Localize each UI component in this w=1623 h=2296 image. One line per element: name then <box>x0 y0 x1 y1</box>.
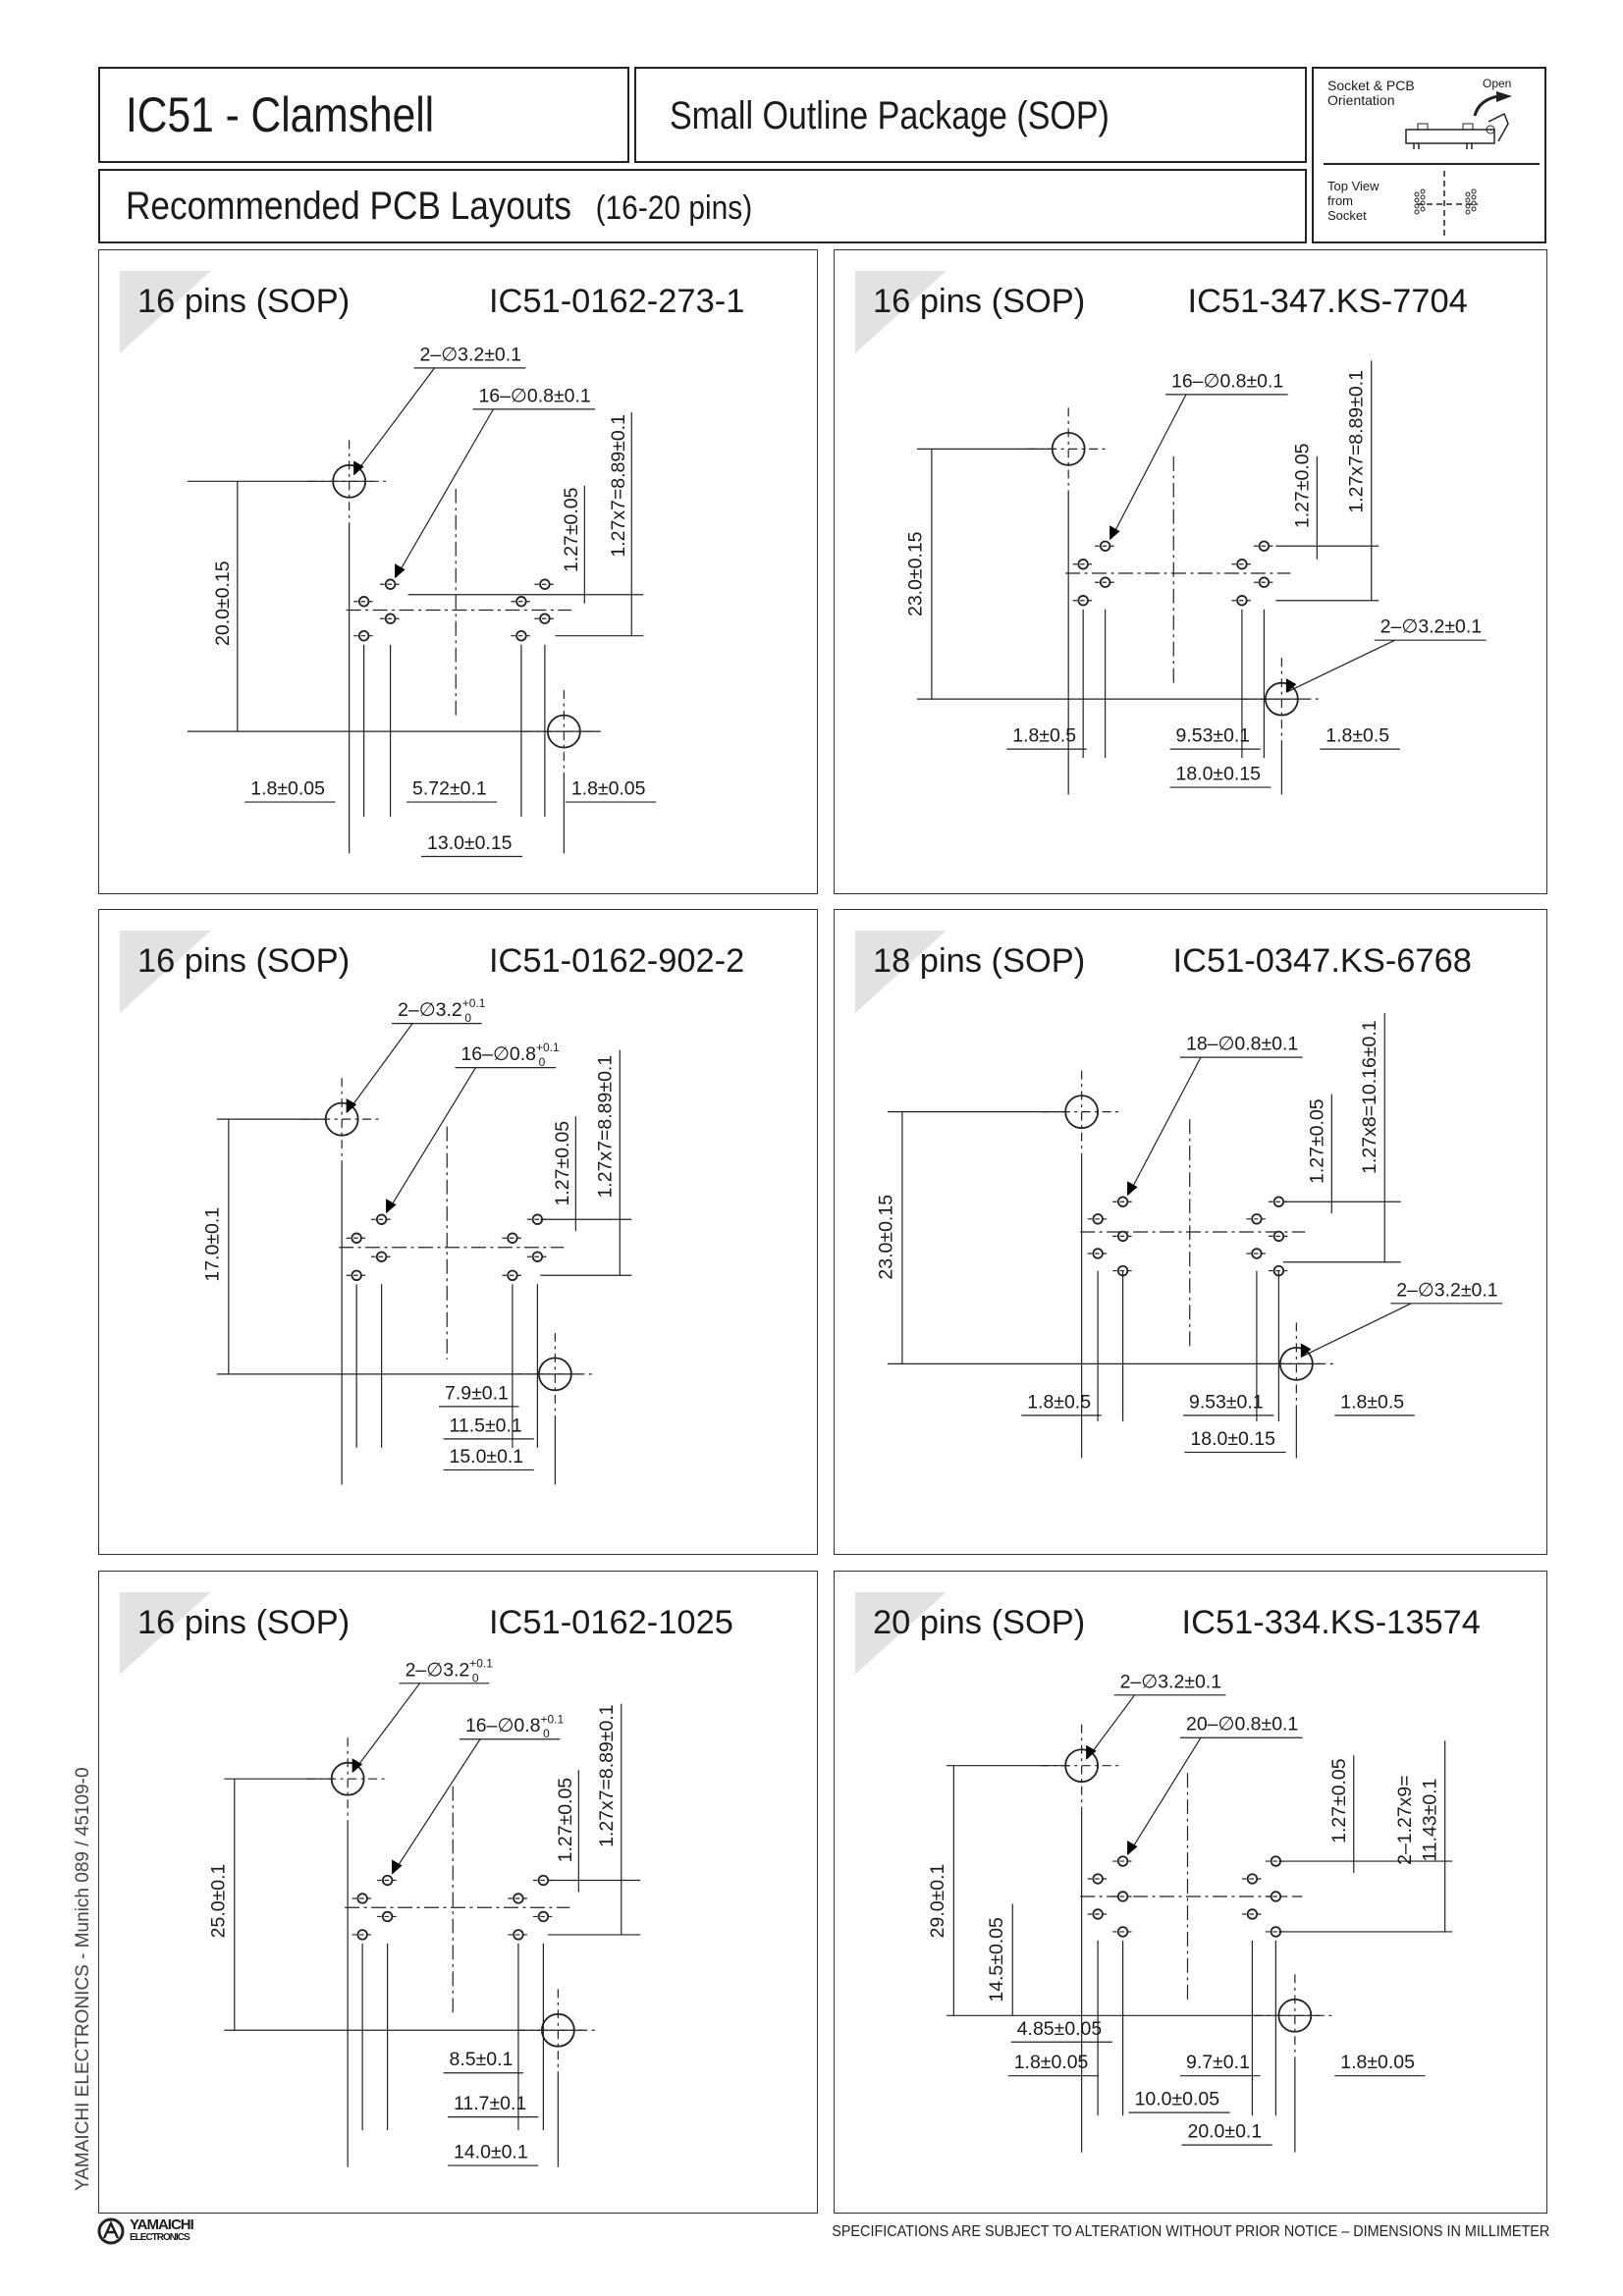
dimension-text: 1.27±0.05 <box>1306 1098 1328 1184</box>
dimension-text: 18.0±0.15 <box>1175 763 1261 785</box>
dimension-left <box>1008 2052 1099 2075</box>
dimension-text: 1.8±0.05 <box>1013 2052 1089 2074</box>
layout-panel-1 <box>98 249 818 894</box>
dimension-label <box>875 1195 896 1280</box>
dimension-height <box>207 1779 234 2030</box>
dimension-total <box>1170 764 1271 787</box>
dimension-total <box>448 2142 538 2165</box>
dimension-text: 23.0±0.15 <box>875 1194 897 1280</box>
tolerance-upper: +0.1 <box>540 1712 565 1727</box>
subtitle-box <box>98 169 1307 243</box>
tolerance-upper: +0.1 <box>461 996 486 1011</box>
dimension-span1 <box>1394 1775 1416 1864</box>
dimension-row <box>439 1382 518 1407</box>
leader-line <box>1088 1695 1135 1758</box>
top-view-line3: Socket <box>1327 208 1367 223</box>
logo-text: YAMAICHI <box>130 2216 193 2233</box>
dimension-mid <box>444 1415 534 1439</box>
dimension-total <box>1185 1428 1286 1453</box>
leader-line <box>353 1683 419 1772</box>
dimension-label <box>445 1382 509 1404</box>
dimension-mid <box>448 2093 538 2116</box>
top-view-line2: from <box>1327 193 1353 208</box>
page-title: IC51 - Clamshell <box>126 87 435 142</box>
dimension-label <box>201 1207 223 1282</box>
dimension-text: 1.27±0.05 <box>560 487 582 573</box>
arrowhead <box>1109 525 1119 540</box>
leader-line <box>355 368 435 474</box>
dimension-label <box>427 832 513 854</box>
leader-line <box>1129 1737 1201 1853</box>
top-view-line1: Top View <box>1327 179 1380 193</box>
dimension-pitch <box>1291 443 1317 559</box>
arrowhead <box>1127 1181 1137 1196</box>
dimension-label <box>465 1712 564 1740</box>
part-number: IC51-334.KS-13574 <box>1181 1603 1481 1641</box>
dimension-text: 18.0±0.15 <box>1190 1427 1275 1450</box>
dimension-label <box>478 385 590 406</box>
dimension-label <box>1380 616 1482 638</box>
pcb-layout-drawing-6 <box>835 1572 1546 2213</box>
dimension-text: 29.0±0.1 <box>926 1863 948 1939</box>
dimension-label <box>1396 1279 1497 1301</box>
footer-notice: SPECIFICATIONS ARE SUBJECT TO ALTERATION WITHOUT PRIOR NOTICE – DIMENSIONS IN MILLIMETER <box>831 2223 1549 2240</box>
dimension-text: 1.8±0.05 <box>1340 2052 1415 2074</box>
dimension-text: 20–∅0.8±0.1 <box>1186 1713 1299 1735</box>
part-number: IC51-0347.KS-6768 <box>1172 942 1472 981</box>
layout-panel-5 <box>98 1571 818 2214</box>
dimension-text: 25.0±0.1 <box>207 1863 230 1939</box>
dimension-text: 14.5±0.05 <box>985 1917 1007 2002</box>
dimension-label <box>1012 725 1076 747</box>
dimension-text: 1.8±0.5 <box>1027 1391 1092 1414</box>
dimension-label <box>450 1446 524 1468</box>
dimension-text: 15.0±0.1 <box>449 1445 524 1468</box>
orientation-box <box>1312 67 1546 243</box>
pin-range: (16-20 pins) <box>595 189 753 227</box>
dimension-label <box>986 1917 1007 2002</box>
panel-title: 16 pins (SOP) <box>136 1603 351 1641</box>
dimension-pin <box>1109 370 1288 540</box>
dimension-label <box>1340 2052 1415 2073</box>
dimension-label <box>1394 1775 1416 1864</box>
dimension-label <box>1420 1779 1441 1862</box>
tolerance-lower: 0 <box>471 1671 479 1685</box>
dimension-label <box>1346 370 1368 513</box>
dimension-text: 16–∅0.8 <box>464 1715 541 1737</box>
dimension-span <box>596 1704 622 1935</box>
dimension-text: 18–∅0.8±0.1 <box>1186 1033 1299 1055</box>
dimension-span <box>608 412 631 636</box>
dimension-pin <box>1127 1034 1303 1197</box>
dimension-left <box>1006 725 1086 749</box>
dimension-pin <box>386 1041 560 1213</box>
dimension-label <box>1027 1391 1091 1413</box>
orientation-line1: Socket & PCB <box>1327 78 1415 93</box>
package-type: Small Outline Package (SOP) <box>670 94 1109 137</box>
dimension-text: 16–∅0.8 <box>460 1043 536 1066</box>
pcb-layout-drawing-1 <box>99 250 817 893</box>
dimension-text: 5.72±0.1 <box>412 777 487 800</box>
dimension-label <box>1176 764 1262 785</box>
panel-title: 20 pins (SOP) <box>872 1603 1086 1641</box>
socket-side-icon <box>1402 86 1540 155</box>
top-view-icon <box>1407 167 1486 241</box>
dimension-text: 1.27x7=8.89±0.1 <box>594 1054 617 1199</box>
dimension-label <box>1325 725 1389 747</box>
dimension-text: 1.27x7=8.89±0.1 <box>595 1704 618 1847</box>
dimension-label <box>454 2142 528 2163</box>
dimension-label <box>450 1415 522 1436</box>
pcb-layout-drawing-2 <box>835 250 1546 893</box>
dimension-right <box>566 778 656 802</box>
leader-line <box>1302 1304 1411 1357</box>
leader-line <box>397 409 494 577</box>
dimension-text: 13.0±0.15 <box>427 832 513 855</box>
leader-line <box>388 1068 476 1212</box>
side-contact-text: YAMAICHI ELECTRONICS - Munich 089 / 45109-0 <box>73 1767 93 2191</box>
dimension-label <box>1188 2121 1263 2143</box>
dimension-label <box>1186 2052 1250 2073</box>
dimension-text: 9.53±0.1 <box>1175 724 1251 747</box>
dimension-label <box>212 561 234 646</box>
dimension-label <box>250 778 325 800</box>
dimension-height <box>875 1112 901 1364</box>
dimension-text: 2–∅3.2±0.1 <box>1380 615 1483 638</box>
top-view-label <box>1327 179 1380 223</box>
pcb-layout-drawing-3 <box>99 910 817 1554</box>
dimension-height <box>212 481 238 731</box>
part-number: IC51-0162-273-1 <box>488 282 745 320</box>
tolerance-lower: 0 <box>464 1011 472 1026</box>
dimension-label <box>571 778 646 800</box>
dimension-label <box>406 1656 494 1684</box>
leader-line <box>348 1024 412 1112</box>
leader-line <box>394 1739 480 1873</box>
dimension-text: 20.0±0.1 <box>1187 2120 1263 2143</box>
dimension-offset <box>1011 2018 1112 2042</box>
dimension-hole <box>1286 616 1487 693</box>
subtitle-text: Recommended PCB Layouts <box>126 185 571 228</box>
dimension-text: 17.0±0.1 <box>201 1206 224 1282</box>
dimension-height <box>201 1119 228 1374</box>
dimension-span <box>594 1050 620 1276</box>
dimension-total <box>1182 2121 1272 2145</box>
dimension-text: 2–∅3.2±0.1 <box>1119 1671 1222 1693</box>
dimension-label <box>1306 1098 1327 1184</box>
dimension-label <box>594 1055 616 1199</box>
dimension-text: 11.43±0.1 <box>1419 1778 1441 1862</box>
dimension-label <box>1328 1758 1350 1843</box>
dimension-text: 11.7±0.1 <box>454 2093 527 2115</box>
tolerance-upper: +0.1 <box>535 1041 560 1055</box>
layout-panel-4 <box>834 909 1547 1555</box>
dimension-text: 9.7±0.1 <box>1186 2052 1250 2074</box>
dimension-label <box>1171 370 1283 392</box>
yamaichi-logo <box>96 2216 193 2246</box>
panel-title: 16 pins (SOP) <box>136 942 351 981</box>
tolerance-lower: 0 <box>538 1055 546 1070</box>
dimension-text: 1.8±0.5 <box>1340 1391 1405 1414</box>
dimension-label <box>1291 443 1313 528</box>
dimension-label <box>1186 1034 1298 1055</box>
dimension-text: 2–∅3.2 <box>405 1659 470 1682</box>
dimension-height <box>904 449 931 699</box>
dimension-text: 2–∅3.2±0.1 <box>419 344 521 366</box>
dimension-label <box>454 2093 526 2114</box>
dimension-text: 1.8±0.05 <box>570 777 646 800</box>
dimension-label <box>555 1778 576 1863</box>
dimension-left <box>1021 1391 1101 1415</box>
dimension-label <box>1189 1391 1264 1413</box>
arrowhead <box>395 563 405 578</box>
leader-line <box>1111 395 1186 539</box>
dimension-label <box>207 1864 229 1939</box>
dimension-label <box>1176 725 1251 747</box>
top-mounting-hole <box>1065 1095 1098 1128</box>
dimension-span2 <box>1420 1740 1445 1932</box>
dimension-label <box>1014 2052 1089 2073</box>
layout-panel-2 <box>834 249 1547 894</box>
dimension-label <box>1120 1671 1221 1692</box>
panel-title: 16 pins (SOP) <box>136 282 351 320</box>
panel-title: 16 pins (SOP) <box>872 282 1086 320</box>
dimension-text: 16–∅0.8±0.1 <box>1171 370 1284 393</box>
dimension-pitch <box>555 1770 578 1892</box>
dimension-pin <box>392 1712 564 1874</box>
open-label: Open <box>1483 77 1512 90</box>
dimension-text: 2–1.27x9= <box>1394 1775 1417 1865</box>
dimension-left <box>244 778 335 802</box>
orientation-line2: Orientation <box>1327 92 1395 108</box>
dimension-text: 1.27x7=8.89±0.1 <box>1345 370 1368 513</box>
dimension-right <box>1320 725 1399 749</box>
dimension-label <box>1135 2089 1220 2110</box>
dimension-text: 1.27±0.05 <box>551 1120 573 1206</box>
dimension-text: 1.8±0.5 <box>1012 724 1077 747</box>
dimension-pitch <box>552 1116 575 1231</box>
dimension-text: 1.27±0.05 <box>1291 443 1314 529</box>
dimension-text: 2–∅3.2 <box>398 999 462 1022</box>
dimension-label <box>412 778 487 800</box>
logo-icon <box>96 2216 126 2246</box>
dimension-pitch <box>561 486 584 604</box>
dimension-text: 10.0±0.05 <box>1134 2088 1220 2110</box>
dimension-label <box>1340 1391 1404 1413</box>
dimension-hole <box>1301 1279 1502 1358</box>
dimension-height <box>927 1766 953 2016</box>
dimension-text: 1.27x8=10.16±0.1 <box>1359 1020 1381 1174</box>
dimension-pitch <box>1328 1755 1354 1873</box>
dimension-row <box>444 2049 523 2072</box>
layout-panel-6 <box>834 1571 1547 2214</box>
panel-title: 18 pins (SOP) <box>872 942 1086 981</box>
dimension-text: 20.0±0.15 <box>211 561 234 646</box>
dimension-label <box>1191 1428 1276 1450</box>
orientation-divider <box>1324 163 1540 165</box>
dimension-label <box>1186 1714 1298 1735</box>
dimension-label <box>1017 2018 1103 2040</box>
dimension-label <box>450 2049 514 2070</box>
dimension-text: 1.27±0.05 <box>1327 1758 1350 1843</box>
package-box <box>634 67 1307 163</box>
dimension-row <box>1170 725 1261 749</box>
dimension-text: 16–∅0.8±0.1 <box>478 385 591 407</box>
dimension-total <box>421 832 522 856</box>
dimension-text: 23.0±0.15 <box>904 531 927 616</box>
dimension-center <box>1129 2089 1230 2112</box>
dimension-pin <box>1127 1714 1303 1855</box>
page-subtitle <box>126 185 752 229</box>
logo-subtext: ELECTRONICS <box>130 2232 189 2243</box>
dimension-label <box>596 1704 618 1846</box>
dimension-text: 1.27±0.05 <box>554 1777 576 1863</box>
dimension-half <box>986 1903 1012 2015</box>
dimension-text: 14.0±0.1 <box>454 2141 528 2163</box>
dimension-label <box>927 1864 948 1939</box>
dimension-text: 9.53±0.1 <box>1189 1391 1264 1414</box>
dimension-right <box>1334 2052 1425 2075</box>
dimension-label <box>460 1041 559 1069</box>
dimension-label <box>561 487 582 572</box>
dimension-text: 4.85±0.05 <box>1016 2017 1103 2040</box>
dimension-row <box>1180 2052 1260 2075</box>
dimension-row <box>1183 1391 1273 1415</box>
part-number: IC51-0162-902-2 <box>488 942 745 981</box>
dimension-total <box>444 1446 534 1470</box>
dimension-text: 11.5±0.1 <box>449 1415 522 1437</box>
tolerance-upper: +0.1 <box>469 1656 493 1671</box>
dimension-pitch <box>1306 1095 1331 1214</box>
title-box <box>98 67 629 163</box>
dimension-text: 1.8±0.05 <box>250 777 325 800</box>
dimension-right <box>1334 1391 1414 1415</box>
part-number: IC51-0162-1025 <box>488 1603 733 1641</box>
dimension-text: 8.5±0.1 <box>449 2049 514 2071</box>
dimension-text: 1.8±0.5 <box>1325 724 1390 747</box>
dimension-label <box>1359 1020 1380 1174</box>
part-number: IC51-347.KS-7704 <box>1187 282 1468 320</box>
layout-panel-3 <box>98 909 818 1555</box>
pcb-layout-drawing-5 <box>99 1572 817 2213</box>
dimension-label <box>552 1121 573 1206</box>
tolerance-lower: 0 <box>543 1727 550 1741</box>
pcb-layout-drawing-4 <box>835 910 1546 1554</box>
dimension-label <box>904 531 926 616</box>
dimension-label <box>398 996 486 1025</box>
dimension-text: 7.9±0.1 <box>445 1382 509 1405</box>
leader-line <box>1287 640 1394 691</box>
dimension-text: 1.27x7=8.89±0.1 <box>607 414 629 558</box>
dimension-span <box>1359 1013 1384 1262</box>
dimension-label <box>420 344 521 365</box>
dimension-row <box>406 778 497 802</box>
dimension-span <box>1346 360 1372 600</box>
dimension-label <box>608 414 629 558</box>
dimension-text: 2–∅3.2±0.1 <box>1396 1279 1498 1302</box>
